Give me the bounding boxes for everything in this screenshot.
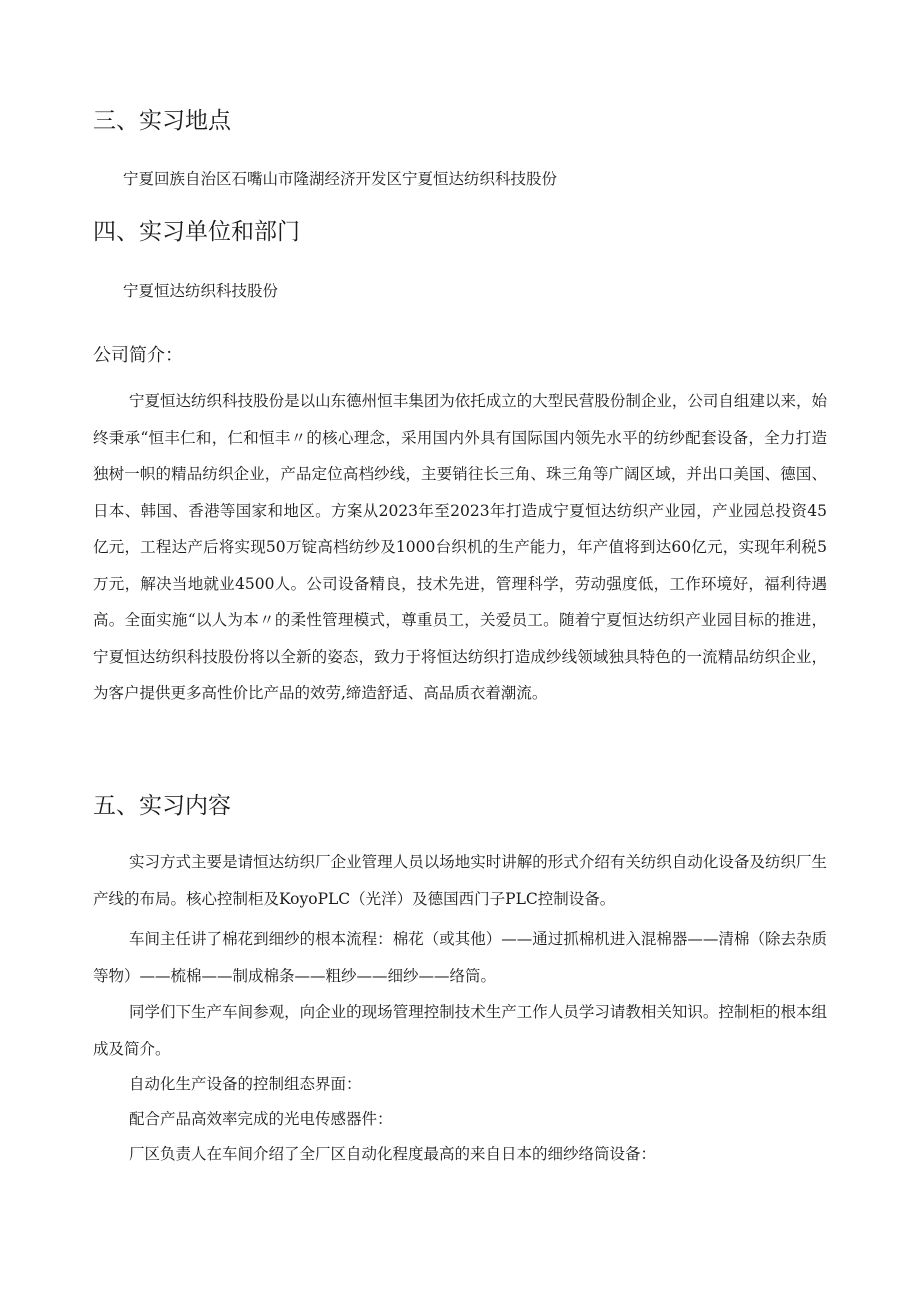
company-intro-paragraph: 宁夏恒达纺织科技股份是以山东德州恒丰集团为依托成立的大型民营股份制企业，公司自组建以来，始终秉承“恒丰仁和，仁和恒丰〃的核心理念，采用国内外具有国际国内领先水平的纺纱配套设备，全力打造独树一帜的精品纺织企业，产品定位高档纱线，主要销往长三角、珠三角等广阔区域，并出口美国、德国、日本、韩国、香港等国家和地区。方案从2023年至2023年打造成宁夏恒达纺织产业园，产业园总投资45亿元，工程达产后将实现50万锭高档纺纱及1000台织机的生产能力，年产值将到达60亿元，实现年利税5万元，解决当地就业4500人。公司设备精良，技术先进，管理科学，劳动强度低，工作环境好，福利待遇高。全面实施“以人为本〃的柔性管理模式，尊重员工，关爱员工。随着宁夏恒达纺织产业园目标的推进，宁夏恒达纺织科技股份将以全新的姿态，致力于将恒达纺织打造成纱线领域独具特色的一流精品纺织企业，为客户提供更多高性价比产品的效劳,缔造舒适、高品质衣着潮流。 [93,392,827,702]
internship-unit-text: 宁夏恒达纺织科技股份 [123,282,279,300]
section-5-heading: 五、实习内容 [93,793,231,819]
content-line-photoelectric-sensor: 配合产品高效率完成的光电传感器件： [129,1110,393,1128]
content-paragraph-1: 实习方式主要是请恒达纺织厂企业管理人员以场地实时讲解的形式介绍有关纺织自动化设备及纺织厂生产线的布局。核心控制柜及KoyoPLC（光洋）及德国西门子PLC控制设备。 [93,853,827,908]
section-3-heading: 三、实习地点 [93,108,231,134]
section-4-heading: 四、实习单位和部门 [93,219,300,245]
content-paragraph-3: 同学们下生产车间参观，向企业的现场管理控制技术生产工作人员学习请教相关知识。控制柜的根本组成及简介。 [93,1003,827,1058]
company-intro-heading: 公司简介： [93,345,183,366]
content-line-control-interface: 自动化生产设备的控制组态界面： [129,1075,362,1093]
content-line-spinning-equipment: 厂区负责人在车间介绍了全厂区自动化程度最高的来自日本的细纱络筒设备： [129,1145,657,1163]
content-paragraph-2: 车间主任讲了棉花到细纱的根本流程：棉花（或其他）——通过抓棉机进入混棉器——清棉（除去杂质等物）——梳棉——制成棉条——粗纱——细纱——络筒。 [93,930,827,985]
internship-location-text: 宁夏回族自治区石嘴山市隆湖经济开发区宁夏恒达纺织科技股份 [123,170,558,188]
